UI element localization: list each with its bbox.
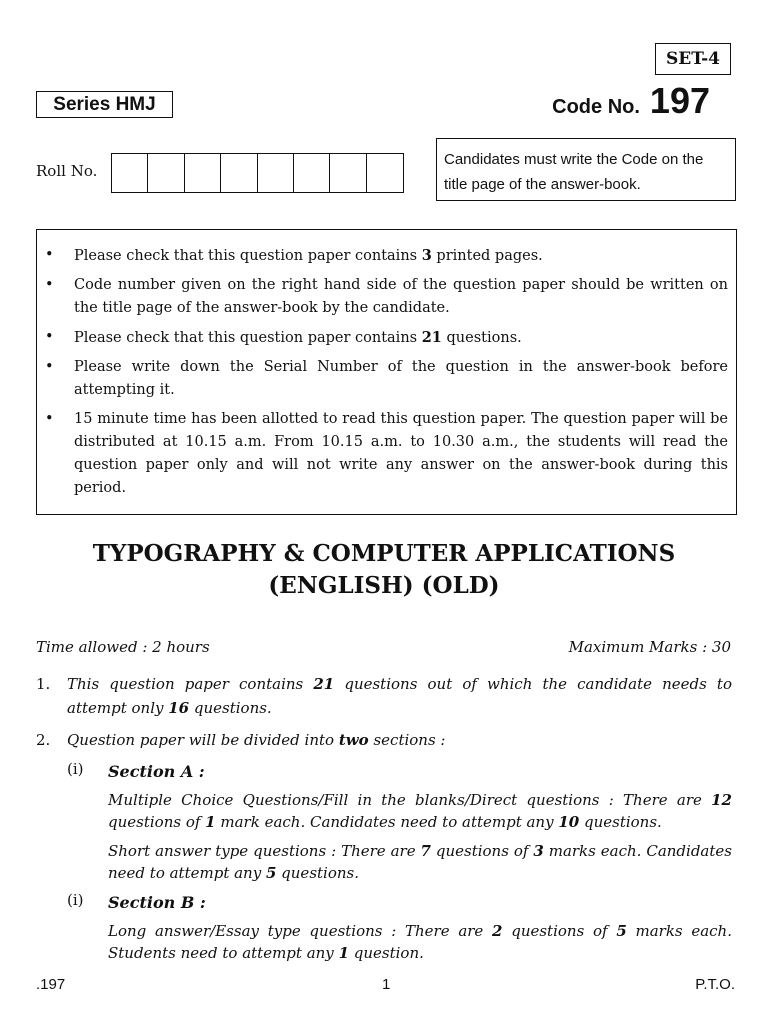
bullet-icon: • — [45, 247, 54, 263]
bullet-icon: • — [45, 329, 54, 345]
section-a: (i) Section A : Multiple Choice Questions/Fill in the blanks/Direct questions : There are 12 questions of 1 mark each. Candidates need to attempt any 10 questions. Short answer type questions : There are 7 questions of 3 marks each. Candidates need to attempt any 5 questions. — [67, 760, 732, 882]
roll-number-cell — [258, 154, 294, 192]
series-label: Series HMJ — [36, 91, 173, 118]
section-b-paragraph: Long answer/Essay type questions : There are 2 questions of 5 marks each. Students need to attempt any 1 question. — [108, 922, 732, 962]
bullet-icon: • — [45, 277, 54, 293]
roll-number-cell — [221, 154, 257, 192]
instruction-item: • 15 minute time has been allotted to read this question paper. The question paper will be distributed at 10.15 a.m. From 10.15 a.m. to 10.30 a.m., the students will read the question paper only and will not write any answer on the answer-book during this period. — [45, 408, 728, 500]
roll-number-cell — [367, 154, 403, 192]
code-label: Code No. — [552, 96, 640, 118]
roll-number-label: Roll No. — [36, 162, 98, 180]
general-instruction-item: 2. Question paper will be divided into two sections : — [36, 731, 446, 749]
instructions-list — [45, 244, 728, 500]
section-b-title: Section B : — [108, 893, 206, 912]
footer-code: .197 — [36, 976, 66, 993]
roll-number-cell — [330, 154, 366, 192]
section-b: (i) Section B : Long answer/Essay type questions : There are 2 questions of 5 marks each. Students need to attempt any 1 question. — [67, 891, 732, 962]
section-a-paragraph: Multiple Choice Questions/Fill in the blanks/Direct questions : There are 12 questions of 1 mark each. Candidates need to attempt any 10 questions. — [108, 791, 732, 831]
roll-number-cell — [112, 154, 148, 192]
paper-title — [0, 538, 768, 602]
roll-number-cell — [148, 154, 184, 192]
set-label: SET-4 — [655, 43, 731, 75]
roll-number-grid — [111, 153, 404, 193]
bullet-icon: • — [45, 411, 54, 427]
instruction-item: • Please check that this question paper contains 3 printed pages. — [45, 244, 728, 268]
general-instruction-item: 1. This question paper contains 21 questions out of which the candidate needs to attempt only 16 questions. — [36, 675, 732, 717]
meta-row — [36, 638, 731, 656]
page-number: 1 — [382, 976, 391, 993]
time-allowed: Time allowed : 2 hours — [36, 638, 210, 656]
instructions-box — [36, 229, 737, 515]
code-number-row — [552, 80, 710, 122]
instruction-item: • Code number given on the right hand side of the question paper should be written on the title page of the answer-book by the candidate. — [45, 274, 728, 320]
roll-number-cell — [185, 154, 221, 192]
paper-title-line1: TYPOGRAPHY & COMPUTER APPLICATIONS — [92, 540, 676, 567]
paper-title-line2: (ENGLISH) (OLD) — [268, 572, 500, 599]
section-a-title: Section A : — [108, 762, 205, 781]
bullet-icon: • — [45, 359, 54, 375]
candidate-note-box: Candidates must write the Code on the title page of the answer-book. — [436, 138, 736, 201]
section-a-paragraph: Short answer type questions : There are 7 questions of 3 marks each. Candidates need to attempt any 5 questions. — [108, 842, 732, 882]
instruction-item: • Please write down the Serial Number of the question in the answer-book before attempting it. — [45, 356, 728, 402]
pto-label: P.T.O. — [695, 976, 735, 993]
roll-number-cell — [294, 154, 330, 192]
general-instructions — [36, 672, 732, 971]
maximum-marks: Maximum Marks : 30 — [568, 638, 731, 656]
code-number: 197 — [649, 80, 710, 121]
instruction-item: • Please check that this question paper contains 21 questions. — [45, 326, 728, 350]
